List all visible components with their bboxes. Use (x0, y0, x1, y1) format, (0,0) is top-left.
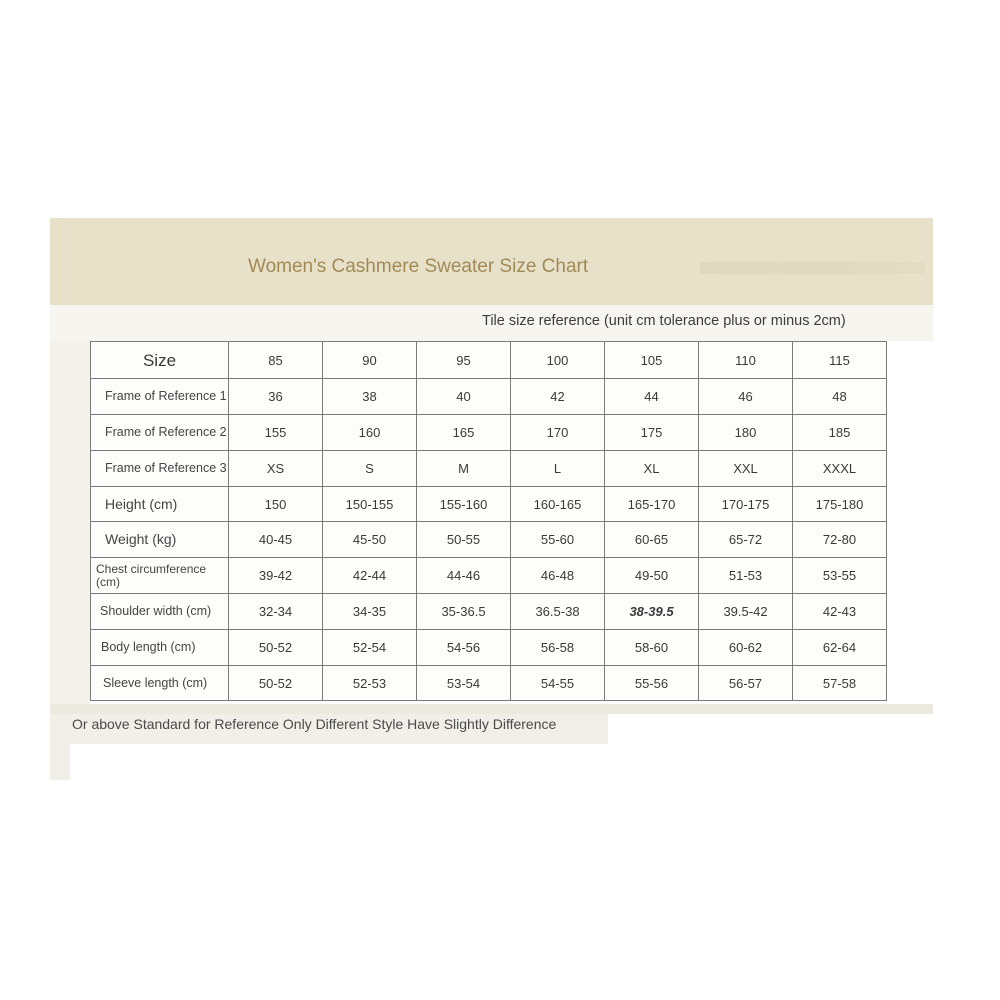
table-cell: 160 (323, 415, 417, 451)
table-cell: 38 (323, 379, 417, 415)
table-cell: 54-55 (511, 666, 605, 701)
size-header-cell: 110 (699, 342, 793, 379)
table-cell: 60-62 (699, 630, 793, 666)
table-row (91, 379, 887, 415)
table-cell: 50-52 (229, 630, 323, 666)
table-row (91, 451, 887, 487)
subtitle: Tile size reference (unit cm tolerance plus or minus 2cm) (482, 313, 846, 329)
table-cell: 54-56 (417, 630, 511, 666)
table-cell: 32-34 (229, 594, 323, 630)
table-cell: 165 (417, 415, 511, 451)
size-header-cell: 90 (323, 342, 417, 379)
size-header-cell: 85 (229, 342, 323, 379)
footer-strip (50, 744, 70, 780)
table-cell: 56-58 (511, 630, 605, 666)
table-cell: 165-170 (605, 487, 699, 522)
row-label: Frame of Reference 2 (91, 415, 229, 451)
size-header-cell: 105 (605, 342, 699, 379)
left-strip (50, 341, 90, 704)
table-cell: 155 (229, 415, 323, 451)
table-cell: 72-80 (793, 522, 887, 558)
row-label: Height (cm) (91, 487, 229, 522)
table-cell: XXL (699, 451, 793, 487)
size-header-row (91, 342, 887, 379)
table-cell: 34-35 (323, 594, 417, 630)
table-cell: XL (605, 451, 699, 487)
table-cell: S (323, 451, 417, 487)
table-cell: 46 (699, 379, 793, 415)
table-cell: 46-48 (511, 558, 605, 594)
table-cell: 45-50 (323, 522, 417, 558)
table-cell: 170-175 (699, 487, 793, 522)
size-header-label: Size (91, 342, 229, 379)
table-cell: 65-72 (699, 522, 793, 558)
table-cell: 175-180 (793, 487, 887, 522)
table-cell: 58-60 (605, 630, 699, 666)
table-cell: 44 (605, 379, 699, 415)
table-cell: 175 (605, 415, 699, 451)
row-label: Chest circumference (cm) (91, 558, 229, 594)
table-row (91, 630, 887, 666)
table-cell: 57-58 (793, 666, 887, 701)
table-cell: XS (229, 451, 323, 487)
table-cell: 49-50 (605, 558, 699, 594)
table-row (91, 666, 887, 701)
table-cell: 62-64 (793, 630, 887, 666)
table-cell: 36 (229, 379, 323, 415)
table-cell: 51-53 (699, 558, 793, 594)
table-cell: 50-52 (229, 666, 323, 701)
table-row (91, 594, 887, 630)
row-label: Frame of Reference 3 (91, 451, 229, 487)
table-cell: 38-39.5 (605, 594, 699, 630)
row-label: Shoulder width (cm) (91, 594, 229, 630)
row-label: Frame of Reference 1 (91, 379, 229, 415)
table-cell: 35-36.5 (417, 594, 511, 630)
table-cell: 39.5-42 (699, 594, 793, 630)
size-table (90, 341, 887, 701)
table-cell: 52-53 (323, 666, 417, 701)
row-label: Sleeve length (cm) (91, 666, 229, 701)
size-table-container (90, 341, 886, 701)
chart-title: Women's Cashmere Sweater Size Chart (248, 256, 589, 277)
row-label: Body length (cm) (91, 630, 229, 666)
table-cell: 52-54 (323, 630, 417, 666)
table-cell: M (417, 451, 511, 487)
table-cell: 36.5-38 (511, 594, 605, 630)
table-cell: 42 (511, 379, 605, 415)
table-cell: 55-56 (605, 666, 699, 701)
header-ghost-watermark (700, 262, 925, 274)
table-cell: 60-65 (605, 522, 699, 558)
footer-band (50, 704, 933, 714)
table-row (91, 522, 887, 558)
table-cell: 150 (229, 487, 323, 522)
table-cell: 53-55 (793, 558, 887, 594)
table-row (91, 558, 887, 594)
table-cell: 55-60 (511, 522, 605, 558)
footer-note: Or above Standard for Reference Only Different Style Have Slightly Difference (72, 716, 557, 732)
table-cell: 160-165 (511, 487, 605, 522)
size-header-cell: 95 (417, 342, 511, 379)
size-header-cell: 100 (511, 342, 605, 379)
table-cell: 50-55 (417, 522, 511, 558)
table-cell: 150-155 (323, 487, 417, 522)
row-label: Weight (kg) (91, 522, 229, 558)
size-header-cell: 115 (793, 342, 887, 379)
table-cell: 42-44 (323, 558, 417, 594)
table-cell: L (511, 451, 605, 487)
table-cell: 53-54 (417, 666, 511, 701)
table-cell: 44-46 (417, 558, 511, 594)
table-cell: 155-160 (417, 487, 511, 522)
table-cell: 180 (699, 415, 793, 451)
table-cell: 39-42 (229, 558, 323, 594)
table-cell: 40 (417, 379, 511, 415)
table-cell: 185 (793, 415, 887, 451)
table-cell: 40-45 (229, 522, 323, 558)
table-cell: 170 (511, 415, 605, 451)
table-cell: 42-43 (793, 594, 887, 630)
table-cell: 56-57 (699, 666, 793, 701)
table-cell: XXXL (793, 451, 887, 487)
table-row (91, 487, 887, 522)
table-row (91, 415, 887, 451)
table-cell: 48 (793, 379, 887, 415)
right-strip (886, 341, 933, 704)
